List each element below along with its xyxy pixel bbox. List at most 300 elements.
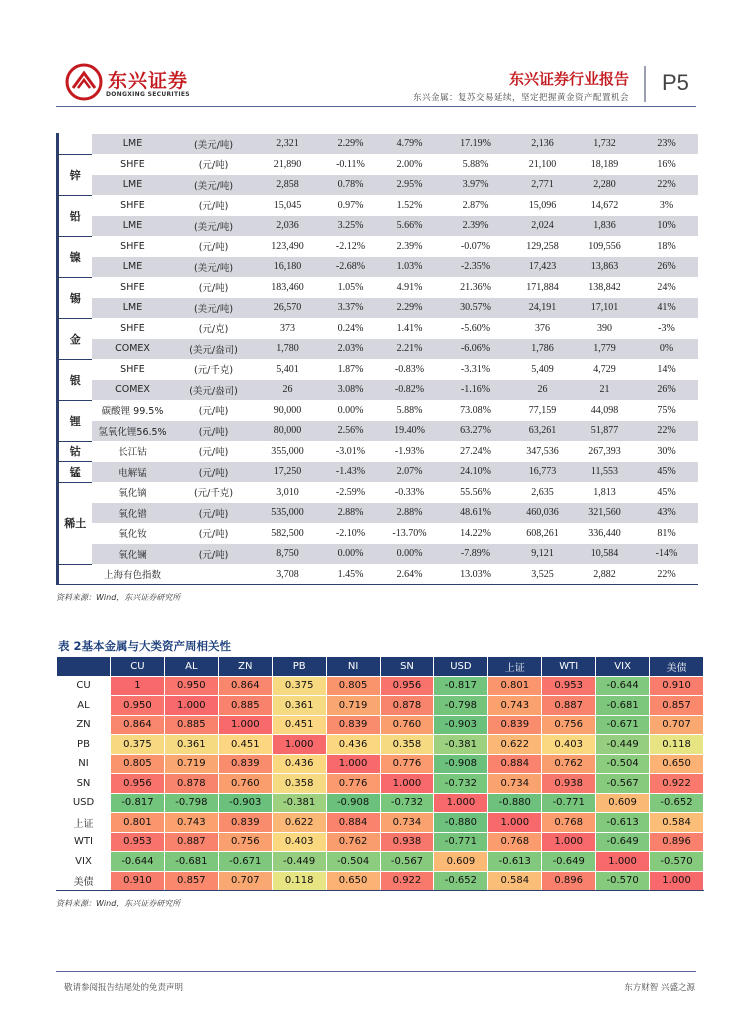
- table-cell-c3: -3.31%: [460, 363, 491, 375]
- table-row: [58, 257, 698, 278]
- table-cell-price: 15,045: [273, 199, 302, 211]
- table-cell-unit: (美元/吨): [174, 175, 254, 196]
- correlation-cell: 0.805: [111, 754, 165, 774]
- table-cell-price: 1,780: [254, 339, 322, 360]
- correlation-cell: 0.403: [272, 832, 326, 852]
- table-cell-h: 16,773: [512, 462, 574, 483]
- table-row: [58, 523, 698, 544]
- table-cell-c3: 14.22%: [460, 527, 491, 539]
- table-cell-c2: 1.41%: [396, 322, 423, 334]
- correlation-cell: 0.801: [488, 676, 542, 696]
- table-cell-c1: 2.88%: [322, 503, 380, 524]
- table-cell-unit: (元/吨): [174, 503, 254, 524]
- table-cell-price: 3,010: [276, 486, 299, 498]
- correlation-cell: 0.922: [650, 774, 704, 794]
- correlation-cell: -0.732: [380, 793, 434, 813]
- correlation-cell: -0.504: [326, 852, 380, 872]
- table-row: [58, 482, 698, 503]
- column-header: NI: [326, 657, 380, 676]
- table-cell-pct: 16%: [657, 158, 676, 170]
- table-cell-price: 123,490: [271, 240, 304, 252]
- table-cell-exchange: 氧化镧: [92, 544, 174, 565]
- correlation-cell: 0.768: [542, 813, 596, 833]
- column-header: PB: [272, 657, 326, 676]
- correlation-cell: 0.776: [380, 754, 434, 774]
- footer-rule: [56, 971, 696, 972]
- table-cell-exchange: COMEX: [92, 339, 174, 360]
- correlation-cell: 1.000: [596, 852, 650, 872]
- correlation-cell: 0.839: [218, 754, 272, 774]
- metal-group-label: 金: [58, 318, 92, 359]
- correlation-cell: 0.887: [164, 832, 218, 852]
- table-cell-c2: -0.82%: [380, 380, 440, 401]
- correlation-cell: 1.000: [218, 715, 272, 735]
- table-row: [57, 871, 704, 891]
- table-cell-l: 1,836: [574, 216, 636, 237]
- correlation-cell: -0.903: [434, 715, 488, 735]
- correlation-cell: -0.908: [326, 793, 380, 813]
- table-cell-c1: 0.00%: [322, 544, 380, 565]
- correlation-cell: 0.361: [164, 735, 218, 755]
- table-cell-c1: -1.43%: [322, 462, 380, 483]
- table-cell-c1: 3.08%: [322, 380, 380, 401]
- table-cell-unit: (元/克): [198, 324, 229, 336]
- correlation-cell: 0.839: [218, 813, 272, 833]
- table-cell-c3: -7.89%: [440, 544, 512, 565]
- table-row: [57, 793, 704, 813]
- table-cell-c1: -2.68%: [322, 257, 380, 278]
- correlation-cell: 0.885: [164, 715, 218, 735]
- table-cell-price: 80,000: [254, 421, 322, 442]
- table-cell-price: 26,570: [254, 298, 322, 319]
- correlation-cell: -0.671: [596, 715, 650, 735]
- table-cell-price: 582,500: [271, 527, 304, 539]
- correlation-cell: 0.801: [111, 813, 165, 833]
- table-cell-h: 17,423: [512, 257, 574, 278]
- table-cell-price: 2,321: [254, 134, 322, 155]
- table-cell-exchange: SHFE: [120, 322, 145, 334]
- correlation-cell: 1: [111, 676, 165, 696]
- table-cell-pct: -14%: [636, 544, 698, 565]
- correlation-cell: -0.771: [434, 832, 488, 852]
- correlation-cell: 0.839: [488, 715, 542, 735]
- correlation-cell: -0.652: [650, 793, 704, 813]
- row-header: PB: [57, 735, 111, 755]
- table-cell-price: 183,460: [271, 281, 304, 293]
- table-cell-c3: 63.27%: [440, 421, 512, 442]
- table-cell-c3: 73.08%: [460, 404, 491, 416]
- row-header: NI: [57, 754, 111, 774]
- table-cell-c3: 2.87%: [462, 199, 489, 211]
- table-cell-exchange: LME: [92, 257, 174, 278]
- correlation-cell: -0.817: [111, 793, 165, 813]
- correlation-cell: -0.649: [542, 852, 596, 872]
- correlation-cell: 0.734: [380, 813, 434, 833]
- correlation-cell: 0.956: [111, 774, 165, 794]
- correlation-cell: 1.000: [380, 774, 434, 794]
- table-cell-c2: 2.39%: [396, 240, 423, 252]
- table-cell-pct: 75%: [657, 404, 676, 416]
- table-cell-l: 17,101: [574, 298, 636, 319]
- table-row: [58, 339, 698, 360]
- table-cell-c3: 27.24%: [460, 445, 491, 457]
- table-row: [57, 676, 704, 696]
- column-header: 上证: [488, 657, 542, 676]
- correlation-cell: -0.613: [488, 852, 542, 872]
- table-cell-c2: 2.21%: [380, 339, 440, 360]
- correlation-cell: -0.381: [434, 735, 488, 755]
- correlation-cell: 0.910: [111, 871, 165, 891]
- table-cell-exchange: 电解锰: [92, 462, 174, 483]
- correlation-cell: 0.762: [326, 832, 380, 852]
- table-cell-price: 90,000: [273, 404, 302, 416]
- correlation-cell: 0.756: [218, 832, 272, 852]
- table-cell-l: 10,584: [574, 544, 636, 565]
- table-cell-c2: 0.00%: [380, 544, 440, 565]
- metal-group-label: 钴: [58, 441, 92, 462]
- table-cell-c3: -0.07%: [460, 240, 491, 252]
- table-row: [58, 503, 698, 524]
- correlation-cell: -0.880: [434, 813, 488, 833]
- report-title: 东兴证券行业报告: [508, 70, 629, 88]
- correlation-cell: 1.000: [650, 871, 704, 891]
- table-cell-c2: 5.88%: [396, 404, 423, 416]
- table-cell-c3: 17.19%: [440, 134, 512, 155]
- table-cell-c1: -3.01%: [335, 445, 366, 457]
- table-row: [58, 154, 698, 175]
- correlation-cell: -0.652: [434, 871, 488, 891]
- table-cell-price: 535,000: [254, 503, 322, 524]
- table-row: [58, 380, 698, 401]
- table-cell-h: 2,024: [512, 216, 574, 237]
- correlation-cell: 0.864: [218, 676, 272, 696]
- row-header: 上证: [57, 813, 111, 833]
- table-cell-price: 355,000: [271, 445, 304, 457]
- metal-group-label: 锌: [58, 154, 92, 195]
- correlation-cell: 0.375: [111, 735, 165, 755]
- correlation-cell: -0.903: [218, 793, 272, 813]
- correlation-cell: 1.000: [542, 832, 596, 852]
- correlation-cell: 0.762: [542, 754, 596, 774]
- table-cell-l: 321,560: [574, 503, 636, 524]
- table-row: [58, 298, 698, 319]
- table-cell-price: 8,750: [254, 544, 322, 565]
- table-cell-h: 63,261: [512, 421, 574, 442]
- correlation-cell: 0.938: [380, 832, 434, 852]
- metal-group-label: 锰: [58, 462, 92, 483]
- table-cell-c2: 1.03%: [380, 257, 440, 278]
- table-cell-l: 11,553: [574, 462, 636, 483]
- correlation-cell: 0.910: [650, 676, 704, 696]
- table-row: [57, 735, 704, 755]
- header-divider: [644, 66, 646, 102]
- correlation-cell: 1.000: [434, 793, 488, 813]
- correlation-cell: 0.118: [272, 871, 326, 891]
- correlation-cell: 0.622: [488, 735, 542, 755]
- correlation-cell: 0.760: [218, 774, 272, 794]
- correlation-cell: -0.449: [272, 852, 326, 872]
- correlation-cell: 0.864: [111, 715, 165, 735]
- table-cell-exchange: 碳酸锂 99.5%: [101, 406, 164, 418]
- column-header: VIX: [596, 657, 650, 676]
- correlation-cell: 0.707: [650, 715, 704, 735]
- correlation-cell: 0.922: [380, 871, 434, 891]
- correlation-cell: 0.650: [650, 754, 704, 774]
- table-cell-c3: 13.03%: [440, 564, 512, 585]
- table-cell-l: 44,098: [590, 404, 619, 416]
- correlation-cell: 0.887: [542, 696, 596, 716]
- table-cell-exchange: 氧化镝: [118, 488, 147, 500]
- table-cell-unit: (元/吨): [198, 529, 229, 541]
- table-cell-c1: 0.00%: [337, 404, 364, 416]
- correlation-cell: 0.857: [164, 871, 218, 891]
- table-cell-c1: 3.37%: [322, 298, 380, 319]
- table-cell-c2: -0.33%: [394, 486, 425, 498]
- table-cell-c2: 2.95%: [380, 175, 440, 196]
- correlation-cell: 0.609: [434, 852, 488, 872]
- table-cell-unit: (元/吨): [198, 242, 229, 254]
- table-cell-c2: -1.93%: [394, 445, 425, 457]
- correlation-cell: 0.953: [111, 832, 165, 852]
- correlation-cell: 0.743: [488, 696, 542, 716]
- table-cell-pct: 23%: [636, 134, 698, 155]
- table-cell-pct: 43%: [636, 503, 698, 524]
- header-rule: [56, 106, 696, 107]
- table-cell-h: 347,536: [526, 445, 559, 457]
- table-cell-l: 51,877: [574, 421, 636, 442]
- correlation-cell: -0.798: [164, 793, 218, 813]
- table-cell-pct: 0%: [636, 339, 698, 360]
- table-cell-price: 3,708: [254, 564, 322, 585]
- table-cell-unit: (美元/吨): [174, 298, 254, 319]
- metal-group-label: 锂: [58, 400, 92, 441]
- table-cell-c1: -2.59%: [335, 486, 366, 498]
- table-cell-unit: (美元/吨): [174, 216, 254, 237]
- table-cell-unit: (元/吨): [198, 283, 229, 295]
- report-subtitle: 东兴金属：复苏交易延续，坚定把握黄金资产配置机会: [412, 93, 629, 103]
- table-cell-pct: 26%: [636, 380, 698, 401]
- metal-group-label: 镍: [58, 236, 92, 277]
- table-cell-unit: (元/吨): [198, 406, 229, 418]
- table-cell-c2: 5.66%: [380, 216, 440, 237]
- table-cell-l: 109,556: [588, 240, 621, 252]
- table-cell-h: 171,884: [526, 281, 559, 293]
- correlation-cell: 0.878: [164, 774, 218, 794]
- table-cell-pct: 81%: [657, 527, 676, 539]
- row-header: ZN: [57, 715, 111, 735]
- table-cell-unit: (美元/盎司): [174, 380, 254, 401]
- company-name-en: DONGXING SECURITIES: [106, 91, 190, 98]
- row-header: USD: [57, 793, 111, 813]
- correlation-cell: 0.878: [380, 696, 434, 716]
- metal-price-table: [56, 133, 698, 585]
- table-cell-unit: (元/吨): [174, 544, 254, 565]
- table-cell-pct: 22%: [636, 421, 698, 442]
- correlation-cell: 0.707: [218, 871, 272, 891]
- table-cell-h: 608,261: [526, 527, 559, 539]
- correlation-cell: 0.622: [272, 813, 326, 833]
- table-cell-c3: 55.56%: [460, 486, 491, 498]
- table-cell-h: 1,786: [512, 339, 574, 360]
- table-cell-c1: 0.97%: [337, 199, 364, 211]
- table-cell-unit: (元/吨): [174, 462, 254, 483]
- table-cell-exchange: SHFE: [120, 199, 145, 211]
- table-row: [58, 277, 698, 298]
- correlation-cell: 0.884: [488, 754, 542, 774]
- correlation-cell: 1.000: [326, 754, 380, 774]
- correlation-cell: 0.403: [542, 735, 596, 755]
- row-header: SN: [57, 774, 111, 794]
- table-cell-c1: 1.87%: [337, 363, 364, 375]
- table-cell-c1: 2.03%: [322, 339, 380, 360]
- correlation-cell: 1.000: [272, 735, 326, 755]
- table-cell-c3: 30.57%: [440, 298, 512, 319]
- table-cell-c1: 2.29%: [322, 134, 380, 155]
- table-cell-c3: 24.10%: [440, 462, 512, 483]
- table-cell-l: 2,280: [574, 175, 636, 196]
- correlation-cell: -0.504: [596, 754, 650, 774]
- table-cell-h: 5,409: [531, 363, 554, 375]
- table-cell-exchange: 氧化镨: [92, 503, 174, 524]
- table-cell-exchange: LME: [92, 134, 174, 155]
- column-header: CU: [111, 657, 165, 676]
- correlation-cell: 0.950: [111, 696, 165, 716]
- table-row: [58, 175, 698, 196]
- correlation-cell: 0.451: [272, 715, 326, 735]
- table-cell-c2: 4.91%: [396, 281, 423, 293]
- correlation-cell: -0.649: [596, 832, 650, 852]
- correlation-cell: -0.681: [164, 852, 218, 872]
- table-row: [57, 832, 704, 852]
- table-cell-unit: (元/吨): [198, 201, 229, 213]
- table-cell-c2: -0.83%: [394, 363, 425, 375]
- table-cell-pct: 30%: [657, 445, 676, 457]
- table-cell-c2: 2.29%: [380, 298, 440, 319]
- table-cell-l: 267,393: [588, 445, 621, 457]
- correlation-cell: 0.776: [326, 774, 380, 794]
- table-row: [58, 318, 698, 339]
- correlation-cell: 0.938: [542, 774, 596, 794]
- table-cell-exchange: SHFE: [120, 240, 145, 252]
- table-row: [58, 544, 698, 565]
- table-cell-pct: 10%: [636, 216, 698, 237]
- table-cell-price: 5,401: [276, 363, 299, 375]
- correlation-cell: 0.361: [272, 696, 326, 716]
- table-cell-pct: 22%: [636, 564, 698, 585]
- correlation-cell: 0.719: [326, 696, 380, 716]
- correlation-cell: -0.817: [434, 676, 488, 696]
- table-cell-pct: 22%: [636, 175, 698, 196]
- table-cell-h: 3,525: [512, 564, 574, 585]
- metal-group-label: 铅: [58, 195, 92, 236]
- table-cell-l: 390: [597, 322, 612, 334]
- table-cell-pct: 24%: [657, 281, 676, 293]
- correlation-cell: -0.613: [596, 813, 650, 833]
- table-cell-pct: -3%: [658, 322, 675, 334]
- row-header: CU: [57, 676, 111, 696]
- table-cell-l: 138,842: [588, 281, 621, 293]
- page-number: P5: [662, 70, 689, 95]
- table-cell-exchange: SHFE: [120, 158, 145, 170]
- table-row: [57, 715, 704, 735]
- table-cell-exchange: LME: [92, 298, 174, 319]
- table-cell-pct: 45%: [657, 486, 676, 498]
- correlation-cell: 0.857: [650, 696, 704, 716]
- metal-group-label: 锡: [58, 277, 92, 318]
- correlation-cell: -0.570: [650, 852, 704, 872]
- table-cell-h: 9,121: [512, 544, 574, 565]
- correlation-cell: -0.567: [380, 852, 434, 872]
- metal-group-label: [58, 564, 92, 585]
- table-cell-exchange: 上海有色指数: [92, 564, 174, 585]
- table-cell-h: 460,036: [512, 503, 574, 524]
- correlation-cell: 0.609: [596, 793, 650, 813]
- table-cell-unit: (元/吨): [174, 421, 254, 442]
- table-cell-l: 1,732: [574, 134, 636, 155]
- correlation-cell: -0.644: [596, 676, 650, 696]
- table-cell-c1: 0.24%: [337, 322, 364, 334]
- table-cell-h: 26: [512, 380, 574, 401]
- correlation-cell: 0.584: [650, 813, 704, 833]
- table-cell-exchange: SHFE: [120, 363, 145, 375]
- metal-group-label: 银: [58, 359, 92, 400]
- table-cell-c2: 19.40%: [380, 421, 440, 442]
- table-cell-price: 17,250: [254, 462, 322, 483]
- correlation-cell: -0.880: [488, 793, 542, 813]
- table-cell-l: 2,882: [574, 564, 636, 585]
- correlation-cell: 0.436: [326, 735, 380, 755]
- correlation-cell: 0.584: [488, 871, 542, 891]
- table-row: [57, 852, 704, 872]
- table-cell-h: 2,136: [512, 134, 574, 155]
- table-cell-h: 2,771: [512, 175, 574, 196]
- correlation-cell: 0.756: [542, 715, 596, 735]
- correlation-cell: -0.681: [596, 696, 650, 716]
- table-row: [58, 195, 698, 216]
- table-cell-pct: 41%: [636, 298, 698, 319]
- table-cell-c3: 2.39%: [440, 216, 512, 237]
- table-cell-l: 1,779: [574, 339, 636, 360]
- table-cell-c3: 5.88%: [462, 158, 489, 170]
- table-row: [58, 236, 698, 257]
- correlation-table: [56, 657, 704, 891]
- table-cell-exchange: 氢氧化锂56.5%: [92, 421, 174, 442]
- table-cell-c3: 3.97%: [440, 175, 512, 196]
- correlation-cell: 0.358: [380, 735, 434, 755]
- correlation-cell: -0.771: [542, 793, 596, 813]
- table-cell-c1: -2.10%: [335, 527, 366, 539]
- table-row: [57, 813, 704, 833]
- correlation-cell: 0.719: [164, 754, 218, 774]
- table-row: [58, 134, 698, 155]
- metal-group-label: 稀土: [58, 482, 92, 564]
- correlation-cell: 0.768: [488, 832, 542, 852]
- table-cell-unit: (美元/盎司): [174, 339, 254, 360]
- table-cell-unit: (元/千克): [193, 365, 234, 377]
- table-row: [58, 462, 698, 483]
- table-row: [58, 441, 698, 462]
- table-cell-h: 376: [535, 322, 550, 334]
- table-cell-c1: -0.11%: [336, 158, 365, 170]
- correlation-cell: -0.381: [272, 793, 326, 813]
- correlation-cell: -0.908: [434, 754, 488, 774]
- table-cell-c1: 2.56%: [322, 421, 380, 442]
- correlation-cell: 0.743: [164, 813, 218, 833]
- correlation-cell: 0.118: [650, 735, 704, 755]
- correlation-cell: 0.451: [218, 735, 272, 755]
- table1-source: 资料来源：Wind，东兴证券研究所: [56, 593, 181, 602]
- table-row: [58, 400, 698, 421]
